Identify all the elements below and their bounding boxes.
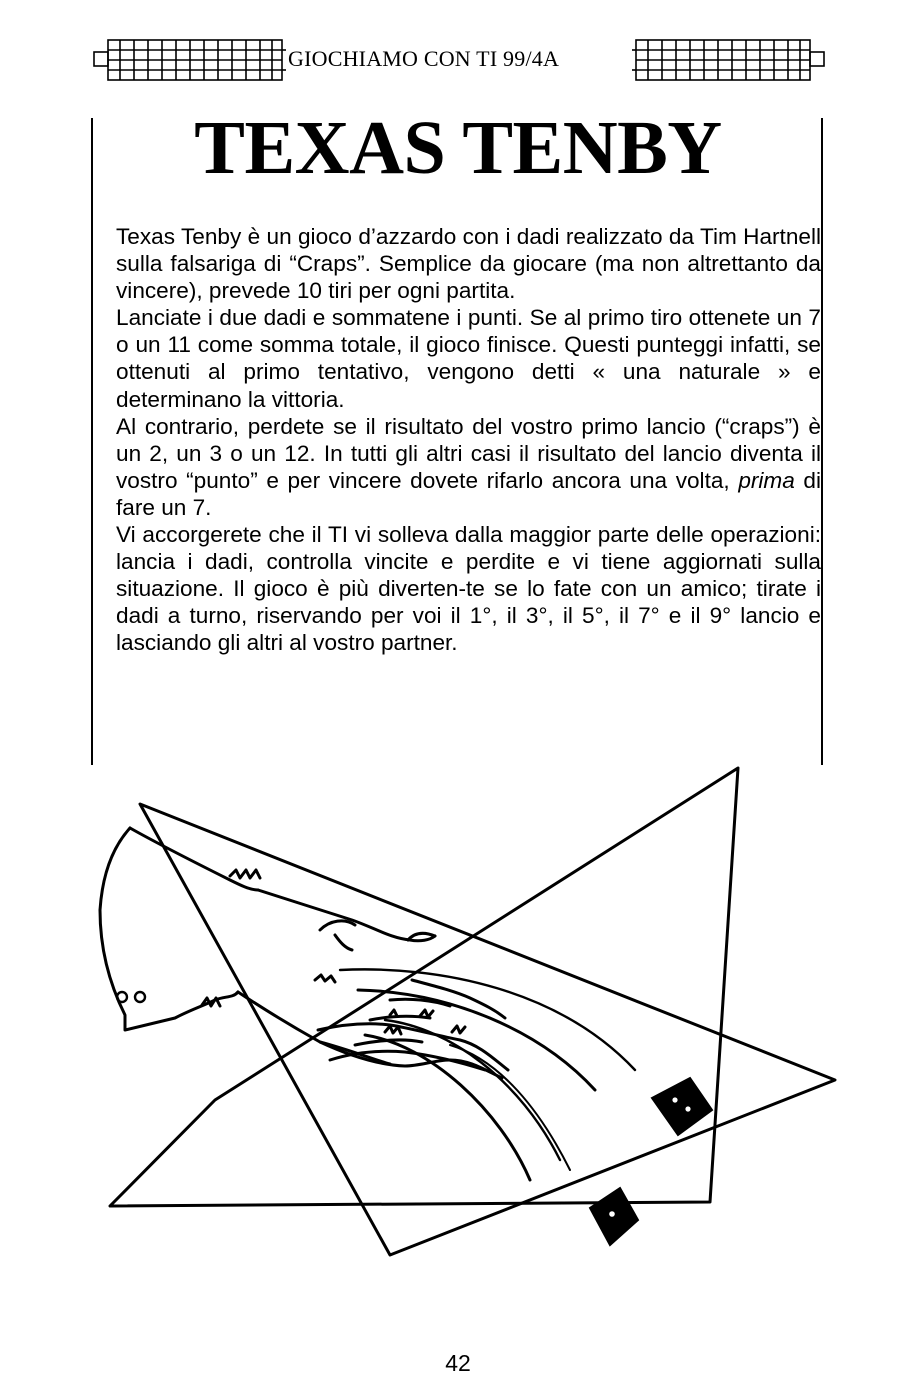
right-margin-rule — [821, 118, 823, 765]
emphasis-prima: prima — [738, 467, 795, 493]
paragraph-rules-lose — [116, 413, 821, 521]
left-margin-rule — [91, 118, 93, 765]
hand-throwing-dice-icon — [90, 760, 850, 1325]
article-body — [116, 223, 821, 657]
paragraph-play-notes: Vi accorgerete che il TI vi solleva dalla maggior parte delle operazioni: lancia i dadi, controlla vincite e perdite e vi tiene aggiornati sulla situazione. Il gioco è più diverten-te se lo fate con un amico; tirate i dadi a turno, riservando per voi il 1°, il 3°, il 5°, il 7° e il 9° lancio e lasciando gli altri al vostro partner. — [116, 522, 821, 656]
dice-illustration — [90, 760, 850, 1320]
page-number: 42 — [445, 1350, 471, 1376]
article-title: TEXAS TENBY — [194, 106, 722, 190]
paragraph-rules-lose-tail: di fare un 7. — [116, 467, 821, 520]
die-bottom — [590, 1188, 638, 1245]
paragraph-rules-lose-text: Al contrario, perdete se il risultato del vostro primo lancio (“craps”) è un 2, un 3 o un 12. In tutti gli altri casi il risultato del lancio diventa il vostro “punto” e per vincere dovete rifarlo ancora una volta, — [116, 413, 821, 493]
paragraph-rules-win: Lanciate i due dadi e sommatene i punti. Se al primo tiro ottenete un 7 o un 11 come somma totale, il gioco finisce. Questi punteggi infatti, se ottenuti al primo tentativo, vengono detti « una naturale » e determinano la vittoria. — [116, 305, 821, 412]
paragraph-intro: Texas Tenby è un gioco d’azzardo con i dadi realizzato da Tim Hartnell sulla falsariga di “Craps”. Semplice da giocare (ma non altrettanto da vincere), prevede 10 tiri per ogni partita. — [116, 224, 821, 304]
running-title: GIOCHIAMO CON TI 99/4A — [286, 44, 561, 74]
triangle-front — [110, 768, 738, 1206]
die-right — [652, 1078, 712, 1135]
